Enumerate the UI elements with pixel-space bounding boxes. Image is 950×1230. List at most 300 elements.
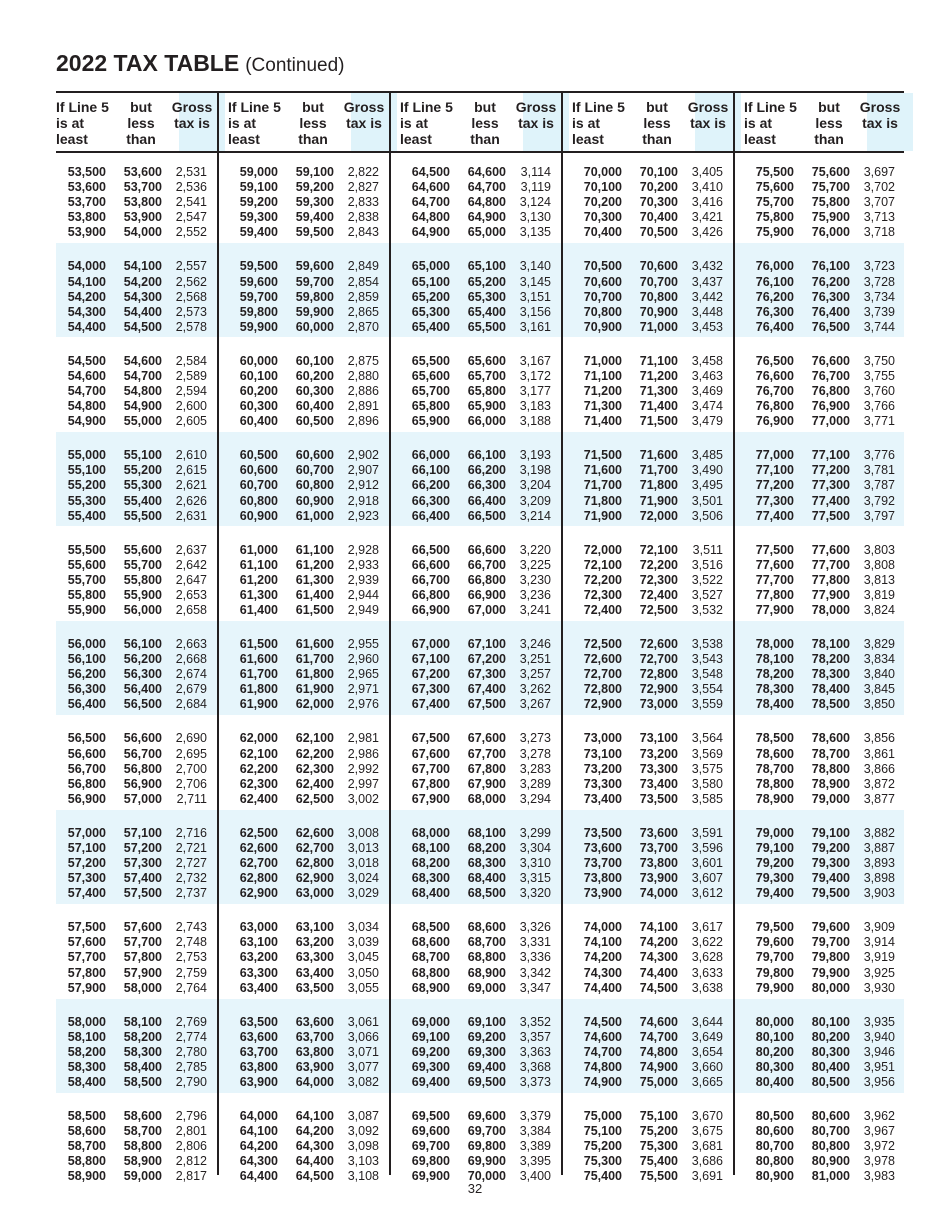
table-row	[400, 603, 560, 618]
table-row	[228, 935, 388, 950]
gross-tax-value: 3,034	[347, 920, 379, 935]
table-row	[744, 210, 904, 225]
less-than-value: 68,900	[467, 965, 506, 980]
gross-tax-value: 2,700	[175, 761, 207, 776]
at-least-value: 67,700	[411, 761, 450, 776]
at-least-value: 74,000	[583, 920, 622, 935]
less-than-value: 58,300	[123, 1044, 162, 1059]
at-least-value: 56,400	[67, 697, 106, 712]
at-least-value: 61,600	[239, 652, 278, 667]
gross-tax-value: 3,644	[691, 1014, 723, 1029]
table-row	[228, 697, 388, 712]
table-row	[56, 856, 216, 871]
at-least-value: 64,000	[239, 1109, 278, 1123]
less-than-value: 64,600	[467, 165, 506, 179]
gross-tax-value: 3,331	[519, 935, 551, 950]
table-row	[56, 886, 216, 901]
table-row	[56, 225, 216, 240]
at-least-value: 56,700	[67, 761, 106, 776]
gross-tax-value: 3,278	[519, 746, 551, 761]
table-row	[400, 856, 560, 871]
less-than-value: 66,100	[467, 448, 506, 463]
at-least-value: 79,800	[755, 965, 794, 980]
less-than-value: 61,000	[295, 508, 334, 523]
gross-tax-value: 3,744	[863, 319, 895, 334]
less-than-value: 72,200	[639, 557, 678, 572]
gross-tax-value: 3,395	[519, 1154, 551, 1169]
gross-tax-value: 2,822	[347, 165, 379, 179]
less-than-value: 60,900	[295, 493, 334, 508]
gross-tax-value: 3,140	[519, 259, 551, 274]
less-than-value: 63,400	[295, 965, 334, 980]
table-row	[56, 210, 216, 225]
less-than-value: 59,000	[123, 1169, 162, 1184]
less-than-value: 70,800	[639, 289, 678, 304]
table-row	[744, 1154, 904, 1169]
less-than-value: 77,400	[811, 493, 850, 508]
table-row	[744, 935, 904, 950]
table-row	[744, 981, 904, 996]
gross-tax-value: 3,660	[691, 1059, 723, 1074]
gross-tax-value: 3,580	[691, 776, 723, 791]
table-row	[572, 354, 732, 369]
column-divider	[561, 91, 563, 1175]
table-row	[228, 588, 388, 603]
gross-tax-value: 3,384	[519, 1124, 551, 1139]
less-than-value: 73,500	[639, 791, 678, 806]
at-least-value: 79,300	[755, 871, 794, 886]
gross-tax-value: 2,531	[175, 165, 207, 179]
table-row	[572, 414, 732, 429]
gross-tax-value: 3,792	[863, 493, 895, 508]
less-than-value: 75,500	[639, 1169, 678, 1184]
gross-tax-value: 3,416	[691, 195, 723, 210]
gross-tax-value: 3,887	[863, 840, 895, 855]
gross-tax-value: 3,071	[347, 1044, 379, 1059]
at-least-value: 80,200	[755, 1044, 794, 1059]
at-least-value: 56,300	[67, 682, 106, 697]
at-least-value: 55,600	[67, 557, 106, 572]
at-least-value: 56,000	[67, 637, 106, 651]
gross-tax-value: 3,405	[691, 165, 723, 179]
less-than-value: 62,100	[295, 731, 334, 746]
less-than-value: 55,800	[123, 572, 162, 587]
less-than-value: 78,900	[811, 776, 850, 791]
less-than-value: 69,400	[467, 1059, 506, 1074]
less-than-value: 76,600	[811, 353, 850, 368]
at-least-value: 70,100	[583, 180, 622, 195]
gross-tax-value: 3,193	[519, 448, 551, 463]
gross-tax-value: 3,622	[691, 935, 723, 950]
at-least-value: 71,500	[583, 448, 622, 463]
less-than-value: 54,800	[123, 384, 162, 398]
gross-tax-value: 3,585	[691, 791, 723, 806]
column-divider	[733, 91, 735, 1175]
gross-tax-value: 2,578	[175, 319, 207, 334]
at-least-value: 59,900	[239, 319, 278, 334]
at-least-value: 76,200	[755, 289, 794, 304]
less-than-value: 78,400	[811, 682, 850, 697]
at-least-value: 65,700	[411, 384, 450, 398]
gross-tax-value: 2,796	[175, 1109, 207, 1123]
gross-tax-value: 2,721	[175, 840, 207, 855]
less-than-value: 69,000	[467, 980, 506, 995]
at-least-value: 54,500	[67, 353, 106, 368]
less-than-value: 77,300	[811, 478, 850, 493]
at-least-value: 67,800	[411, 776, 450, 791]
table-row	[56, 414, 216, 429]
at-least-value: 68,900	[411, 980, 450, 995]
header-gross-tax: Gross tax is	[343, 99, 385, 131]
at-least-value: 54,900	[67, 414, 106, 429]
table-row	[400, 792, 560, 807]
at-least-value: 69,300	[411, 1059, 450, 1074]
less-than-value: 58,100	[123, 1014, 162, 1029]
at-least-value: 80,100	[755, 1029, 794, 1044]
less-than-value: 71,300	[639, 384, 678, 398]
less-than-value: 57,900	[123, 965, 162, 980]
less-than-value: 67,800	[467, 761, 506, 776]
at-least-value: 76,400	[755, 319, 794, 334]
less-than-value: 70,100	[639, 165, 678, 179]
at-least-value: 77,800	[755, 587, 794, 602]
at-least-value: 71,000	[583, 353, 622, 368]
table-row	[56, 1075, 216, 1090]
table-row	[400, 1030, 560, 1045]
at-least-value: 67,200	[411, 667, 450, 682]
less-than-value: 58,500	[123, 1075, 162, 1089]
gross-tax-value: 3,686	[691, 1154, 723, 1169]
gross-tax-value: 2,949	[347, 603, 379, 617]
gross-tax-value: 3,803	[863, 542, 895, 557]
less-than-value: 79,100	[811, 825, 850, 840]
gross-tax-value: 3,617	[691, 920, 723, 935]
gross-tax-value: 2,801	[175, 1124, 207, 1139]
less-than-value: 57,200	[123, 840, 162, 855]
less-than-value: 77,700	[811, 557, 850, 572]
at-least-value: 76,000	[755, 259, 794, 274]
gross-tax-value: 3,087	[347, 1109, 379, 1123]
at-least-value: 72,000	[583, 542, 622, 557]
table-row	[400, 463, 560, 478]
table-row	[572, 165, 732, 180]
gross-tax-value: 2,971	[347, 682, 379, 697]
table-row	[56, 320, 216, 335]
at-least-value: 65,300	[411, 304, 450, 319]
at-least-value: 68,800	[411, 965, 450, 980]
gross-tax-value: 3,702	[863, 180, 895, 195]
at-least-value: 64,200	[239, 1139, 278, 1154]
less-than-value: 55,200	[123, 463, 162, 478]
less-than-value: 79,000	[811, 791, 850, 806]
less-than-value: 79,300	[811, 856, 850, 870]
less-than-value: 71,000	[639, 319, 678, 334]
less-than-value: 77,800	[811, 572, 850, 587]
at-least-value: 72,800	[583, 682, 622, 697]
table-row	[400, 320, 560, 335]
less-than-value: 58,400	[123, 1059, 162, 1074]
gross-tax-value: 3,066	[347, 1029, 379, 1044]
gross-tax-value: 3,050	[347, 965, 379, 980]
table-row	[56, 573, 216, 588]
at-least-value: 70,400	[583, 225, 622, 240]
table-row	[744, 886, 904, 901]
less-than-value: 74,200	[639, 935, 678, 950]
gross-tax-value: 3,045	[347, 950, 379, 965]
gross-tax-value: 3,548	[691, 667, 723, 682]
at-least-value: 67,000	[411, 637, 450, 651]
less-than-value: 71,100	[639, 353, 678, 368]
less-than-value: 78,500	[811, 697, 850, 712]
at-least-value: 66,000	[411, 448, 450, 463]
less-than-value: 63,500	[295, 980, 334, 995]
table-row	[56, 463, 216, 478]
at-least-value: 59,200	[239, 195, 278, 210]
at-least-value: 55,100	[67, 463, 106, 478]
gross-tax-value: 3,352	[519, 1014, 551, 1029]
at-least-value: 78,600	[755, 746, 794, 761]
gross-tax-value: 2,843	[347, 225, 379, 240]
gross-tax-value: 3,972	[863, 1139, 895, 1154]
table-row	[572, 886, 732, 901]
gross-tax-value: 3,495	[691, 478, 723, 493]
less-than-value: 56,700	[123, 746, 162, 761]
less-than-value: 69,500	[467, 1075, 506, 1089]
at-least-value: 65,400	[411, 319, 450, 334]
gross-tax-value: 3,596	[691, 840, 723, 855]
gross-tax-value: 2,727	[175, 856, 207, 870]
gross-tax-value: 3,983	[863, 1169, 895, 1184]
gross-tax-value: 3,214	[519, 508, 551, 523]
less-than-value: 54,700	[123, 368, 162, 383]
at-least-value: 80,500	[755, 1109, 794, 1123]
table-row	[572, 966, 732, 981]
less-than-value: 67,400	[467, 682, 506, 697]
table-row	[228, 1060, 388, 1075]
gross-tax-value: 3,315	[519, 871, 551, 886]
less-than-value: 75,100	[639, 1109, 678, 1123]
less-than-value: 76,500	[811, 319, 850, 334]
gross-tax-value: 2,806	[175, 1139, 207, 1154]
at-least-value: 69,700	[411, 1139, 450, 1154]
less-than-value: 70,300	[639, 195, 678, 210]
gross-tax-value: 2,812	[175, 1154, 207, 1169]
gross-tax-value: 3,675	[691, 1124, 723, 1139]
table-row	[572, 384, 732, 399]
table-row	[400, 588, 560, 603]
gross-tax-value: 3,267	[519, 697, 551, 712]
less-than-value: 59,100	[295, 165, 334, 179]
gross-tax-value: 3,575	[691, 761, 723, 776]
table-row	[572, 195, 732, 210]
less-than-value: 56,800	[123, 761, 162, 776]
table-row	[400, 290, 560, 305]
table-row	[400, 509, 560, 524]
gross-tax-value: 3,691	[691, 1169, 723, 1184]
table-row	[744, 1060, 904, 1075]
at-least-value: 60,600	[239, 463, 278, 478]
at-least-value: 62,600	[239, 840, 278, 855]
table-row	[400, 195, 560, 210]
at-least-value: 73,200	[583, 761, 622, 776]
at-least-value: 78,500	[755, 731, 794, 746]
at-least-value: 57,800	[67, 965, 106, 980]
table-row	[56, 1045, 216, 1060]
table-row	[228, 165, 388, 180]
table-row	[228, 747, 388, 762]
less-than-value: 56,500	[123, 697, 162, 712]
less-than-value: 67,300	[467, 667, 506, 682]
less-than-value: 77,500	[811, 508, 850, 523]
gross-tax-value: 3,474	[691, 399, 723, 414]
gross-tax-value: 2,886	[347, 384, 379, 398]
less-than-value: 70,600	[639, 259, 678, 274]
gross-tax-value: 2,944	[347, 587, 379, 602]
gross-tax-value: 3,410	[691, 180, 723, 195]
gross-tax-value: 3,914	[863, 935, 895, 950]
table-row	[56, 667, 216, 682]
less-than-value: 60,600	[295, 448, 334, 463]
table-row	[744, 195, 904, 210]
page-title	[56, 50, 344, 77]
table-row	[744, 509, 904, 524]
table-row	[744, 573, 904, 588]
gross-tax-value: 2,562	[175, 274, 207, 289]
at-least-value: 64,800	[411, 210, 450, 225]
less-than-value: 60,500	[295, 414, 334, 429]
table-row	[744, 762, 904, 777]
less-than-value: 56,300	[123, 667, 162, 682]
less-than-value: 62,200	[295, 746, 334, 761]
table-row	[228, 1124, 388, 1139]
less-than-value: 65,200	[467, 274, 506, 289]
table-row	[228, 981, 388, 996]
at-least-value: 57,400	[67, 886, 106, 901]
less-than-value: 59,500	[295, 225, 334, 240]
at-least-value: 61,800	[239, 682, 278, 697]
gross-tax-value: 3,156	[519, 304, 551, 319]
at-least-value: 72,100	[583, 557, 622, 572]
table-row	[56, 369, 216, 384]
header-gross-tax: Gross tax is	[171, 99, 213, 131]
gross-tax-value: 3,008	[347, 825, 379, 840]
at-least-value: 77,100	[755, 463, 794, 478]
less-than-value: 70,500	[639, 225, 678, 240]
table-row	[572, 399, 732, 414]
less-than-value: 58,700	[123, 1124, 162, 1139]
gross-tax-value: 2,965	[347, 667, 379, 682]
gross-tax-value: 3,893	[863, 856, 895, 870]
gross-tax-value: 2,615	[175, 463, 207, 478]
less-than-value: 54,900	[123, 399, 162, 414]
at-least-value: 78,100	[755, 652, 794, 667]
at-least-value: 80,400	[755, 1075, 794, 1089]
gross-tax-value: 2,568	[175, 289, 207, 304]
at-least-value: 56,600	[67, 746, 106, 761]
at-least-value: 78,900	[755, 791, 794, 806]
table-row	[400, 747, 560, 762]
table-row	[744, 369, 904, 384]
less-than-value: 56,600	[123, 731, 162, 746]
at-least-value: 58,400	[67, 1075, 106, 1089]
table-row	[56, 826, 216, 841]
gross-tax-value: 2,658	[175, 603, 207, 617]
gross-tax-value: 3,845	[863, 682, 895, 697]
at-least-value: 75,300	[583, 1154, 622, 1169]
table-row	[228, 448, 388, 463]
less-than-value: 68,700	[467, 935, 506, 950]
table-row	[744, 950, 904, 965]
at-least-value: 54,600	[67, 368, 106, 383]
less-than-value: 60,800	[295, 478, 334, 493]
at-least-value: 57,700	[67, 950, 106, 965]
at-least-value: 55,200	[67, 478, 106, 493]
at-least-value: 71,700	[583, 478, 622, 493]
at-least-value: 76,600	[755, 368, 794, 383]
gross-tax-value: 2,780	[175, 1044, 207, 1059]
gross-tax-value: 2,918	[347, 493, 379, 508]
gross-tax-value: 3,442	[691, 289, 723, 304]
less-than-value: 61,300	[295, 572, 334, 587]
gross-tax-value: 3,479	[691, 414, 723, 429]
less-than-value: 77,000	[811, 414, 850, 429]
at-least-value: 78,800	[755, 776, 794, 791]
at-least-value: 73,800	[583, 871, 622, 886]
less-than-value: 73,200	[639, 746, 678, 761]
gross-tax-value: 3,750	[863, 353, 895, 368]
less-than-value: 67,100	[467, 637, 506, 651]
gross-tax-value: 3,612	[691, 886, 723, 901]
less-than-value: 58,000	[123, 980, 162, 995]
at-least-value: 57,500	[67, 920, 106, 935]
table-row	[400, 777, 560, 792]
less-than-value: 79,200	[811, 840, 850, 855]
less-than-value: 65,500	[467, 319, 506, 334]
gross-tax-value: 3,638	[691, 980, 723, 995]
gross-tax-value: 3,734	[863, 289, 895, 304]
at-least-value: 61,400	[239, 603, 278, 617]
gross-tax-value: 3,204	[519, 478, 551, 493]
gross-tax-value: 2,584	[175, 353, 207, 368]
less-than-value: 63,000	[295, 886, 334, 901]
table-row	[572, 1045, 732, 1060]
table-row	[400, 667, 560, 682]
less-than-value: 80,700	[811, 1124, 850, 1139]
less-than-value: 62,800	[295, 856, 334, 870]
at-least-value: 57,600	[67, 935, 106, 950]
table-row	[56, 305, 216, 320]
gross-tax-value: 2,928	[347, 542, 379, 557]
less-than-value: 74,700	[639, 1029, 678, 1044]
at-least-value: 74,300	[583, 965, 622, 980]
less-than-value: 66,300	[467, 478, 506, 493]
gross-tax-value: 2,902	[347, 448, 379, 463]
table-row	[56, 1139, 216, 1154]
less-than-value: 57,600	[123, 920, 162, 935]
gross-tax-value: 3,463	[691, 368, 723, 383]
at-least-value: 68,100	[411, 840, 450, 855]
gross-tax-value: 3,728	[863, 274, 895, 289]
gross-tax-value: 3,909	[863, 920, 895, 935]
gross-tax-value: 3,357	[519, 1029, 551, 1044]
gross-tax-value: 3,257	[519, 667, 551, 682]
table-row	[572, 826, 732, 841]
table-row	[228, 682, 388, 697]
gross-tax-value: 2,859	[347, 289, 379, 304]
gross-tax-value: 3,177	[519, 384, 551, 398]
table-row	[572, 573, 732, 588]
at-least-value: 73,700	[583, 856, 622, 870]
